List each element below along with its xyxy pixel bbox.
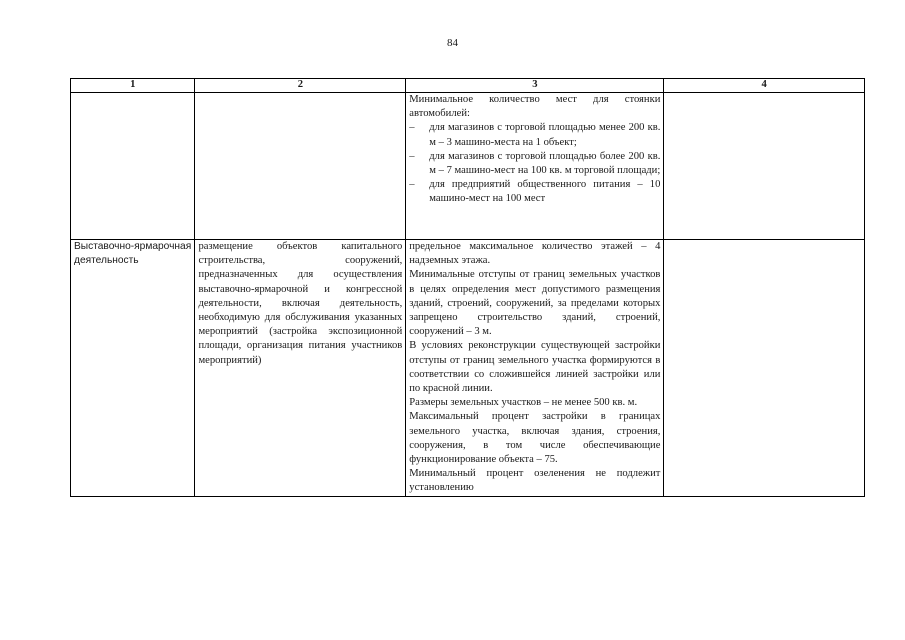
list-item: [409, 150, 660, 178]
dash-bullet: –: [409, 122, 415, 134]
use-type-name: Выставочно-ярмарочная деятельность: [71, 240, 195, 497]
table-header-row: [71, 79, 865, 93]
table-cell: [195, 93, 406, 240]
column-header: 3: [406, 79, 664, 93]
list-item-text: для магазинов с торговой площадью более 200 кв. м – 7 машино-мест на 100 кв. м торговой площади;: [429, 150, 661, 177]
paragraph: Минимальный процент озеленения не подлежит установлению: [409, 468, 661, 494]
parking-requirements-cell: [406, 93, 664, 240]
page-number: 84: [447, 37, 458, 49]
column-header: 2: [195, 79, 406, 93]
paragraph: Размеры земельных участков – не менее 500 кв. м.: [409, 397, 638, 409]
dash-bullet: –: [409, 150, 415, 162]
table-cell: [664, 240, 865, 497]
column-header: 4: [664, 79, 865, 93]
list-item: [409, 178, 660, 206]
land-use-table: [70, 78, 865, 497]
use-type-description: размещение объектов капитального строительства, сооружений, предназначенных для осуществления выставочно-ярмарочной и конгрессной деятельности, включая деятельность, необходимую для обслуживания указанных мероприятий (застройка экспозиционной площади, организация питания участников мероприятий): [195, 240, 406, 497]
table-cell: [664, 93, 865, 240]
paragraph: В условиях реконструкции существующей застройки отступы от границ земельного участка формируются в соответствии со сложившейся линией застройки или по красной линии.: [409, 340, 661, 395]
list-item: [409, 121, 660, 149]
list-item-text: для предприятий общественного питания – 10 машино-мест на 100 мест: [429, 179, 661, 205]
parameters-cell: [406, 240, 664, 497]
table-cell: [71, 93, 195, 240]
paragraph: предельное максимальное количество этажей – 4 надземных этажа.: [409, 241, 661, 267]
paragraph: Минимальные отступы от границ земельных участков в целях определения мест допустимого размещения зданий, строений, сооружений, за пределами которых запрещено строительство зданий, строений, сооружений – 3 м.: [409, 269, 661, 338]
table-row: [71, 93, 865, 240]
column-header: 1: [71, 79, 195, 93]
parking-intro: Минимальное количество мест для стоянки автомобилей:: [409, 94, 661, 120]
dash-bullet: –: [409, 179, 415, 191]
list-item-text: для магазинов с торговой площадью менее 200 кв. м – 3 машино-места на 1 объект;: [429, 122, 661, 148]
table-row: [71, 240, 865, 497]
parking-list: [409, 121, 660, 206]
paragraph: Максимальный процент застройки в границах земельного участка, включая здания, строения, сооружения, в том числе обеспечивающие функционирование объекта – 75.: [409, 411, 661, 466]
